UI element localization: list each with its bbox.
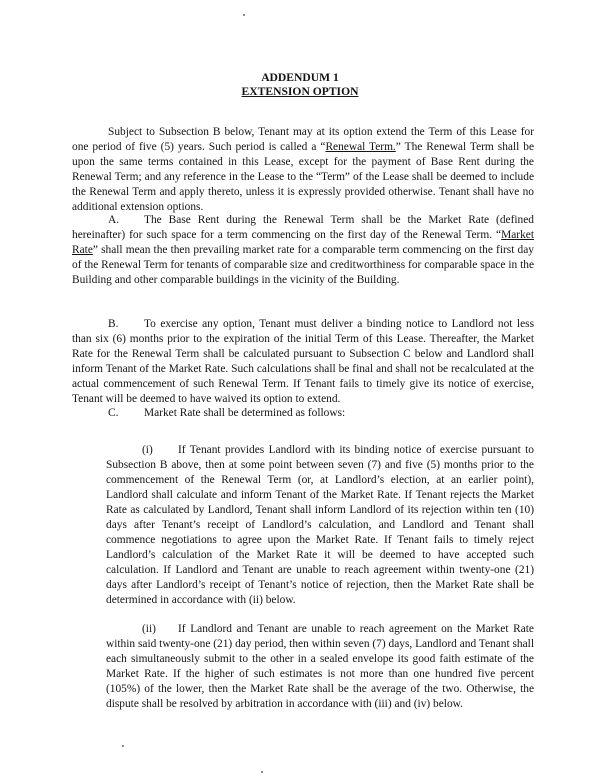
addendum-title: ADDENDUM 1 <box>261 71 339 84</box>
scan-speck <box>122 745 124 747</box>
intro-text-start: Subject to Subsection B below, Tenant may at its option extend the Term of this Lease for one period of five (5) years. Such period is called a “ <box>72 126 534 153</box>
subsection-ii-paragraph <box>106 622 534 712</box>
scan-speck <box>261 771 263 773</box>
section-a-text-start: The Base Rent during the Renewal Term shall be the Market Rate (defined hereinafter) for such space for a term commencing on the first day of the Renewal Term. “ <box>72 214 534 241</box>
subsection-i-paragraph <box>106 443 534 608</box>
intro-text-end: ” The Renewal Term shall be upon the same terms contained in this Lease, except for the payment of Base Rent during the Renewal Term; and any reference in the Lease to the “Term” of the Lease shall be deemed to include the Renewal Term and apply thereto, unless it is expressly provided otherwise. Tenant shall have no additional extension options. <box>72 141 535 213</box>
section-c-label: C. <box>108 407 119 419</box>
section-c-text: Market Rate shall be determined as follows: <box>144 407 346 419</box>
market-rate-defined: Market Rate <box>72 229 534 256</box>
section-b-text: To exercise any option, Tenant must deliver a binding notice to Landlord not less than six (6) months prior to the expiration of the initial Term of this Lease. Thereafter, the Market Rate for the Renewal Term shall be calculated pursuant to Subsection C below and Landlord shall inform Tenant of the Market Rate. Such calculations shall be final and shall not be recalculated at the actual commencement of such Renewal Term. If Tenant fails to timely give its notice of exercise, Tenant will be deemed to have waived its option to extend. <box>72 318 534 405</box>
subsection-i-text: If Tenant provides Landlord with its binding notice of exercise pursuant to Subsection B above, then at some point between seven (7) and five (5) months prior to the commencement of the Renewal Term (or, at Landlord’s election, at an earlier point), Landlord shall calculate and inform Tenant of the Market Rate. If Tenant rejects the Market Rate as calculated by Landlord, Tenant shall inform Landlord of its rejection within ten (10) days after Tenant’s receipt of Landlord’s calculation, and Landlord and Tenant shall commence negotiations to agree upon the Market Rate. If Tenant fails to timely reject Landlord’s calculation of the Market Rate it will be deemed to have accepted such calculation. If Landlord and Tenant are unable to reach agreement within twenty-one (21) days after Landlord’s receipt of Tenant’s notice of rejection, then the Market Rate shall be determined in accordance with (ii) below. <box>106 444 534 606</box>
section-b-paragraph <box>72 317 534 407</box>
subsection-ii-text: If Landlord and Tenant are unable to reach agreement on the Market Rate within said twenty-one (21) day period, then within seven (7) days, Landlord and Tenant shall each simultaneously submit to the other in a sealed envelope its good faith estimate of the Market Rate. If the higher of such estimates is not more than one hundred five percent (105%) of the lower, then the Market Rate shall be the average of the two. Otherwise, the dispute shall be resolved by arbitration in accordance with (iii) and (iv) below. <box>106 623 534 710</box>
intro-paragraph <box>72 125 534 215</box>
subsection-ii-label: (ii) <box>142 623 156 635</box>
scan-speck <box>243 14 245 16</box>
section-a-label: A. <box>108 214 120 226</box>
section-b-label: B. <box>108 318 119 330</box>
section-c-paragraph <box>72 406 534 421</box>
addendum-subtitle: EXTENSION OPTION <box>241 85 359 98</box>
subsection-i-label: (i) <box>142 444 153 456</box>
section-a-paragraph <box>72 213 534 288</box>
renewal-term-defined: Renewal Term. <box>325 141 396 153</box>
section-a-text-end: ” shall mean the then prevailing market rate for a comparable term commencing on the first day of the Renewal Term for tenants of comparable size and creditworthiness for comparable space in the Building and other comparable buildings in the vicinity of the Building. <box>72 244 534 286</box>
